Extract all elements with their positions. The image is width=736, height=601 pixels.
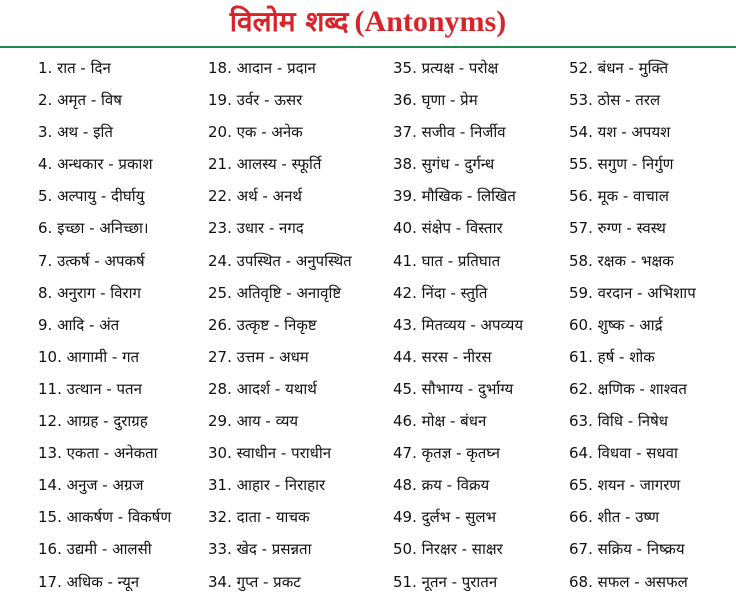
antonym-pair: 29. आय - व्यय [208, 412, 299, 431]
antonym-pair: 14. अनुज - अग्रज [38, 476, 144, 495]
antonym-pair: 18. आदान - प्रदान [208, 59, 316, 77]
antonym-pair: 12. आग्रह - दुराग्रह [38, 412, 148, 431]
antonym-pair: 38. सुगंध - दुर्गन्ध [393, 155, 495, 174]
antonym-pair: 64. विधवा - सधवा [569, 444, 678, 463]
antonym-pair: 11. उत्थान - पतन [38, 379, 142, 398]
antonym-pair: 22. अर्थ - अनर्थ [208, 187, 302, 206]
antonym-pair: 67. सक्रिय - निष्क्रय [569, 540, 685, 559]
antonym-pair: 35. प्रत्यक्ष - परोक्ष [393, 59, 499, 77]
antonym-pair: 17. अधिक - न्यून [38, 572, 140, 591]
antonym-pair: 53. ठोस - तरल [569, 91, 661, 110]
antonym-pair: 45. सौभाग्य - दुर्भाग्य [393, 379, 514, 398]
antonym-pair: 43. मितव्यय - अपव्यय [393, 315, 524, 334]
antonym-pair: 4. अन्धकार - प्रकाश [38, 155, 153, 174]
title-hindi: विलोम शब्द [229, 5, 349, 38]
page-title [0, 0, 736, 44]
antonym-pair: 39. मौखिक - लिखित [393, 187, 516, 206]
antonym-pair: 61. हर्ष - शोक [569, 347, 655, 366]
antonym-grid [0, 52, 736, 598]
antonym-pair: 58. रक्षक - भक्षक [569, 251, 674, 270]
antonym-pair: 46. मोक्ष - बंधन [393, 412, 487, 431]
antonym-pair: 24. उपस्थित - अनुपस्थित [208, 251, 352, 270]
antonym-pair: 50. निरक्षर - साक्षर [393, 540, 503, 559]
antonym-pair: 1. रात - दिन [38, 59, 111, 77]
antonym-pair: 34. गुप्त - प्रकट [208, 572, 301, 591]
antonym-pair: 16. उद्यमी - आलसी [38, 540, 152, 559]
antonym-pair: 63. विधि - निषेध [569, 412, 669, 431]
antonym-pair: 23. उधार - नगद [208, 219, 304, 238]
antonym-pair: 20. एक - अनेक [208, 123, 303, 142]
antonym-pair: 66. शीत - उष्ण [569, 508, 660, 527]
antonym-pair: 5. अल्पायु - दीर्घायु [38, 187, 145, 206]
antonym-pair: 13. एकता - अनेकता [38, 444, 158, 463]
antonym-pair: 51. नूतन - पुरातन [393, 572, 498, 591]
antonym-pair: 52. बंधन - मुक्ति [569, 59, 669, 77]
antonym-pair: 6. इच्छा - अनिच्छा। [38, 219, 149, 238]
antonym-column-1 [38, 52, 218, 598]
antonym-pair: 33. खेद - प्रसन्नता [208, 540, 312, 559]
antonym-pair: 25. अतिवृष्टि - अनावृष्टि [208, 283, 342, 302]
antonym-pair: 15. आकर्षण - विकर्षण [38, 508, 172, 527]
antonym-pair: 47. कृतज्ञ - कृतघ्न [393, 444, 500, 463]
antonym-pair: 65. शयन - जागरण [569, 476, 681, 495]
antonym-pair: 62. क्षणिक - शाश्वत [569, 379, 687, 398]
antonym-pair: 42. निंदा - स्तुति [393, 283, 488, 302]
antonym-pair: 59. वरदान - अभिशाप [569, 283, 696, 302]
antonym-pair: 44. सरस - नीरस [393, 347, 492, 366]
antonym-pair: 37. सजीव - निर्जीव [393, 123, 506, 142]
antonym-pair: 68. सफल - असफल [569, 572, 688, 591]
antonym-pair: 27. उत्तम - अधम [208, 347, 309, 366]
antonym-pair: 2. अमृत - विष [38, 91, 122, 110]
antonym-pair: 55. सगुण - निर्गुण [569, 155, 674, 174]
antonym-pair: 7. उत्कर्ष - अपकर्ष [38, 251, 145, 270]
antonym-pair: 56. मूक - वाचाल [569, 187, 669, 206]
antonym-pair: 40. संक्षेप - विस्तार [393, 219, 503, 238]
antonym-column-2 [208, 52, 388, 598]
antonym-pair: 54. यश - अपयश [569, 123, 671, 142]
antonym-pair: 36. घृणा - प्रेम [393, 91, 478, 110]
antonym-pair: 41. घात - प्रतिघात [393, 251, 501, 270]
antonym-pair: 21. आलस्य - स्फूर्ति [208, 155, 322, 174]
antonym-pair: 28. आदर्श - यथार्थ [208, 379, 317, 398]
title-english: (Antonyms) [354, 5, 507, 38]
title-divider [0, 46, 736, 48]
antonym-pair: 26. उत्कृष्ट - निकृष्ट [208, 315, 317, 334]
antonym-pair: 57. रुग्ण - स्वस्थ [569, 219, 666, 238]
antonym-column-3 [393, 52, 573, 598]
antonym-pair: 8. अनुराग - विराग [38, 283, 141, 302]
antonym-pair: 60. शुष्क - आर्द्र [569, 315, 663, 334]
antonym-pair: 10. आगामी - गत [38, 347, 140, 366]
antonym-pair: 30. स्वाधीन - पराधीन [208, 444, 332, 463]
antonym-pair: 9. आदि - अंत [38, 315, 120, 334]
antonym-pair: 31. आहार - निराहार [208, 476, 326, 495]
antonym-pair: 3. अथ - इति [38, 123, 113, 142]
antonym-pair: 49. दुर्लभ - सुलभ [393, 508, 497, 527]
antonym-column-4 [569, 52, 736, 598]
antonym-pair: 32. दाता - याचक [208, 508, 310, 527]
antonym-pair: 48. क्रय - विक्रय [393, 476, 490, 495]
antonym-pair: 19. उर्वर - ऊसर [208, 91, 303, 110]
